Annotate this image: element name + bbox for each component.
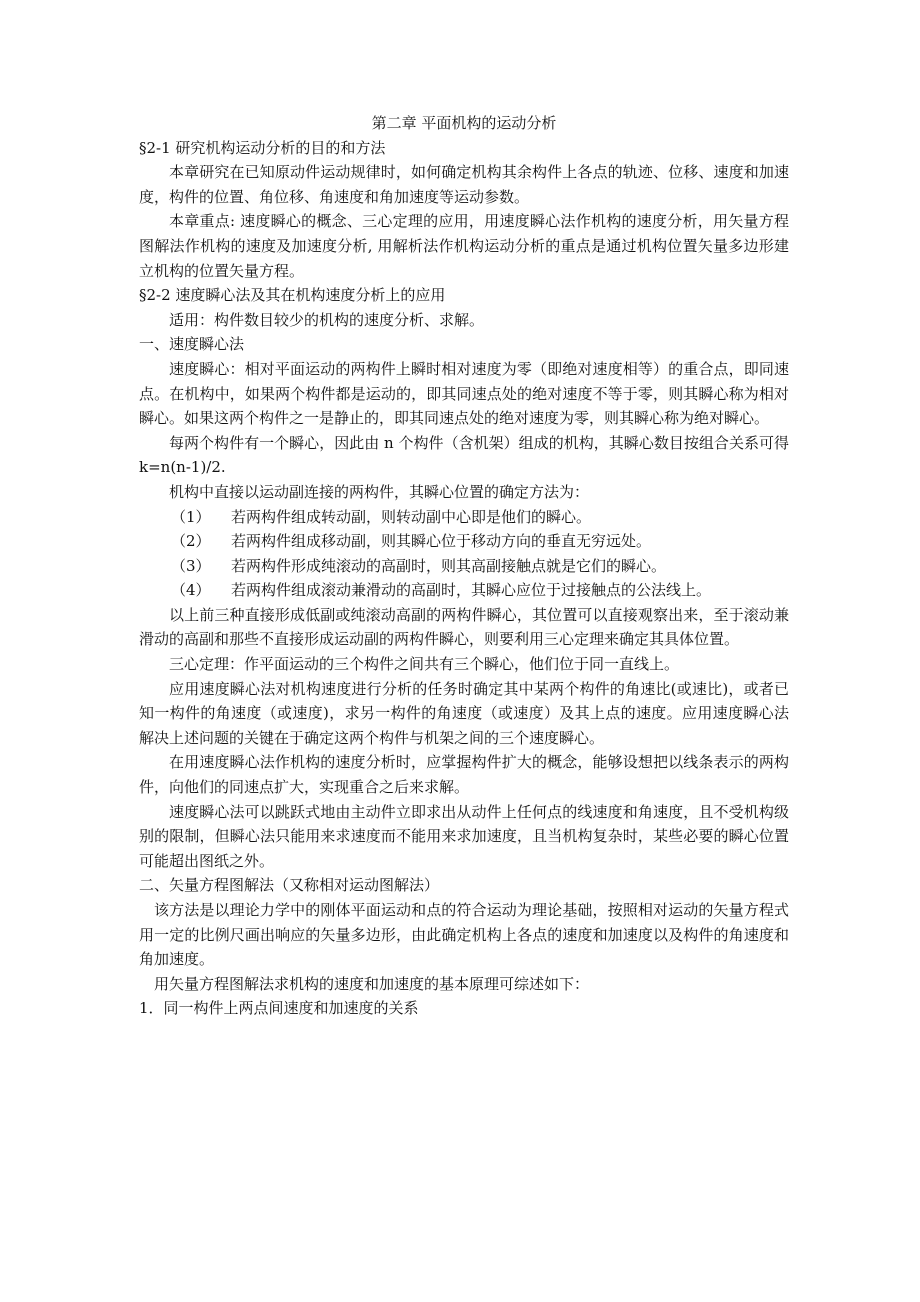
list-number: （3） bbox=[171, 556, 211, 575]
list-item bbox=[139, 529, 789, 554]
paragraph-application: 应用速度瞬心法对机构速度进行分析的任务时确定其中某两个构件的角速比(或速比)，或者已知一构件的角速度（或速度)，求另一构件的角速度（或速度）及其上点的速度。应用速度瞬心法解决上述问题的关键在于确定这两个构件与机架之间的三个速度瞬心。 bbox=[139, 679, 789, 747]
list-number: （4） bbox=[171, 581, 211, 600]
paragraph-principle: 用矢量方程图解法求机构的速度和加速度的基本原理可综述如下： bbox=[154, 974, 590, 993]
list-item bbox=[139, 554, 789, 579]
paragraph-count: 每两个构件有一个瞬心，因此由 n 个构件（含机架）组成的机构，其瞬心数目按组合关系可得 k=n(n-1)/2. bbox=[139, 433, 789, 477]
paragraph-vector: 该方法是以理论力学中的刚体平面运动和点的符合运动为理论基础，按照相对运动的矢量方程式用一定的比例尺画出响应的矢量多边形，由此确定机构上各点的速度和加速度以及构件的角速度和角加速度。 bbox=[139, 901, 789, 969]
paragraph-intro: 本章研究在已知原动件运动规律时，如何确定机构其余构件上各点的轨迹、位移、速度和加速度，构件的位置、角位移、角速度和角加速度等运动参数。 bbox=[139, 163, 789, 206]
document-page bbox=[139, 111, 789, 1021]
paragraph-key-points: 本章重点: 速度瞬心的概念、三心定理的应用，用速度瞬心法作机构的速度分析，用矢量方程图解法作机构的速度及加速度分析, 用解析法作机构运动分析的重点是通过机构位置矢量多边形建立机构的位置矢量方程。 bbox=[139, 212, 789, 280]
chapter-title: 第二章 平面机构的运动分析 bbox=[371, 114, 557, 132]
list-item bbox=[139, 505, 789, 530]
list-text: 若两构件形成纯滚动的高副时，则其高副接触点就是它们的瞬心。 bbox=[231, 556, 667, 575]
list-number: （1） bbox=[171, 507, 211, 526]
paragraph-above: 以上前三种直接形成低副或纯滚动高副的两构件瞬心，其位置可以直接观察出来，至于滚动兼滑动的高副和那些不直接形成运动副的两构件瞬心，则要利用三心定理来确定其具体位置。 bbox=[139, 605, 789, 649]
list-text: 若两构件组成转动副，则转动副中心即是他们的瞬心。 bbox=[231, 507, 592, 526]
list-text: 若两构件组成移动副，则其瞬心位于移动方向的垂直无穷远处。 bbox=[231, 532, 652, 551]
paragraph-definition: 速度瞬心：相对平面运动的两构件上瞬时相对速度为零（即绝对速度相等）的重合点，即同速点。在机构中，如果两个构件都是运动的，即其同速点处的绝对速度不等于零，则其瞬心称为相对瞬心。如果这两个构件之一是静止的，即其同速点处的绝对速度为零，则其瞬心称为绝对瞬心。 bbox=[139, 359, 789, 428]
list-number: （2） bbox=[171, 532, 211, 551]
paragraph-applicable: 适用：构件数目较少的机构的速度分析、求解。 bbox=[169, 310, 485, 329]
subheading-instant-center: 一、速度瞬心法 bbox=[139, 335, 245, 354]
list-text: 若两构件组成滚动兼滑动的高副时，其瞬心应位于过接触点的公法线上。 bbox=[231, 581, 712, 600]
paragraph-direct: 机构中直接以运动副连接的两构件，其瞬心位置的确定方法为： bbox=[169, 482, 590, 501]
subheading-vector-method: 二、矢量方程图解法（又称相对运动图解法） bbox=[139, 876, 440, 895]
list-item bbox=[139, 578, 789, 603]
section-heading-2-1: §2-1 研究机构运动分析的目的和方法 bbox=[139, 138, 386, 157]
paragraph-expand: 在用速度瞬心法作机构的速度分析时，应掌握构件扩大的概念，能够设想把以线条表示的两构件，向他们的同速点扩大，实现重合之后来求解。 bbox=[139, 753, 789, 797]
paragraph-limitation: 速度瞬心法可以跳跃式地由主动件立即求出从动件上任何点的线速度和角速度，且不受机构级别的限制，但瞬心法只能用来求速度而不能用来求加速度，且当机构复杂时，某些必要的瞬心位置可能超出图纸之外。 bbox=[139, 802, 789, 870]
section-heading-2-2: §2-2 速度瞬心法及其在机构速度分析上的应用 bbox=[139, 286, 446, 305]
paragraph-three-center-theorem: 三心定理：作平面运动的三个构件之间共有三个瞬心，他们位于同一直线上。 bbox=[169, 655, 680, 674]
subheading-same-link: 1．同一构件上两点间速度和加速度的关系 bbox=[139, 999, 419, 1018]
